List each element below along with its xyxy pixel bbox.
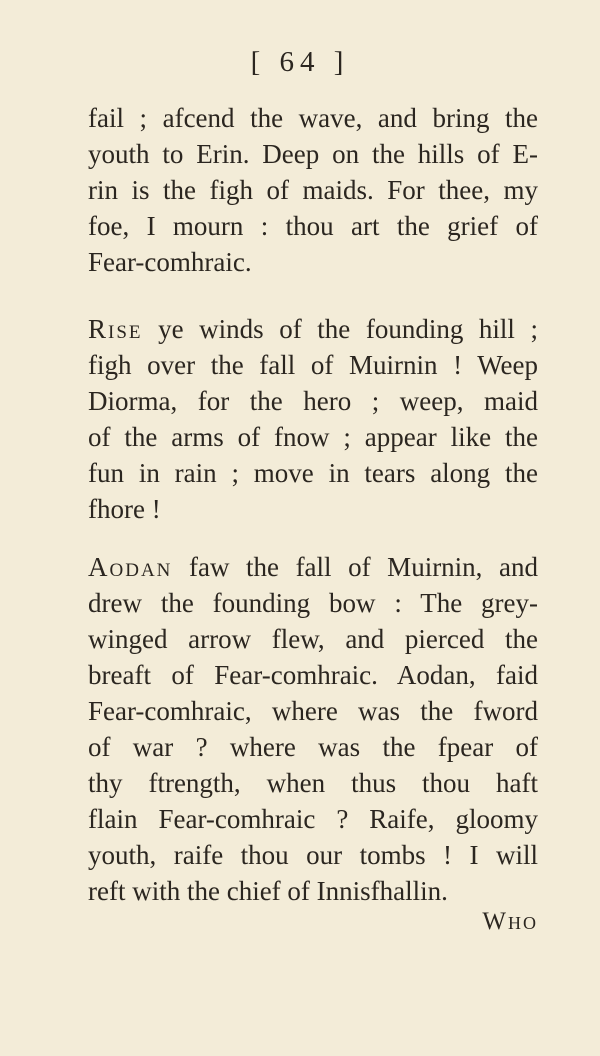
text-line: rin is the figh of maids. For thee, my (88, 175, 538, 205)
text-line: reft with the chief of Innisfhallin. (88, 876, 448, 906)
text-line: Diorma, for the hero ; weep, maid (88, 386, 538, 416)
lead-word: Aodan (88, 552, 173, 582)
paragraph-1 (88, 100, 538, 280)
line-rest: faw the fall of Muirnin, and (172, 552, 538, 582)
paragraph-3 (88, 549, 538, 909)
text-line: drew the founding bow : The grey- (88, 588, 538, 618)
text-line: youth, raife thou our tombs ! I will (88, 840, 538, 870)
catchword: Who (482, 908, 538, 935)
text-line: fhore ! (88, 494, 161, 524)
text-line: flain Fear-comhraic ? Raife, gloomy (88, 804, 538, 834)
text-line (88, 311, 538, 347)
text-line: breaft of Fear-comhraic. Aodan, faid (88, 660, 538, 690)
paragraph-2 (88, 311, 538, 527)
text-line: Fear-comhraic, where was the fword (88, 696, 538, 726)
text-line: Fear-comhraic. (88, 247, 252, 277)
text-line: fail ; afcend the wave, and bring the (88, 103, 538, 133)
text-line: of war ? where was the fpear of (88, 732, 538, 762)
text-line: thy ftrength, when thus thou haft (88, 768, 538, 798)
text-line: youth to Erin. Deep on the hills of E- (88, 139, 538, 169)
lead-word: Rise (88, 314, 143, 344)
text-line: fun in rain ; move in tears along the (88, 458, 538, 488)
text-line: of the arms of fnow ; appear like the (88, 422, 538, 452)
text-line: foe, I mourn : thou art the grief of (88, 211, 538, 241)
page-number: [ 64 ] (250, 46, 350, 78)
text-line (88, 549, 538, 585)
text-line: winged arrow flew, and pierced the (88, 624, 538, 654)
line-rest: ye winds of the founding hill ; (142, 314, 538, 344)
text-line: figh over the fall of Muirnin ! Weep (88, 350, 538, 380)
